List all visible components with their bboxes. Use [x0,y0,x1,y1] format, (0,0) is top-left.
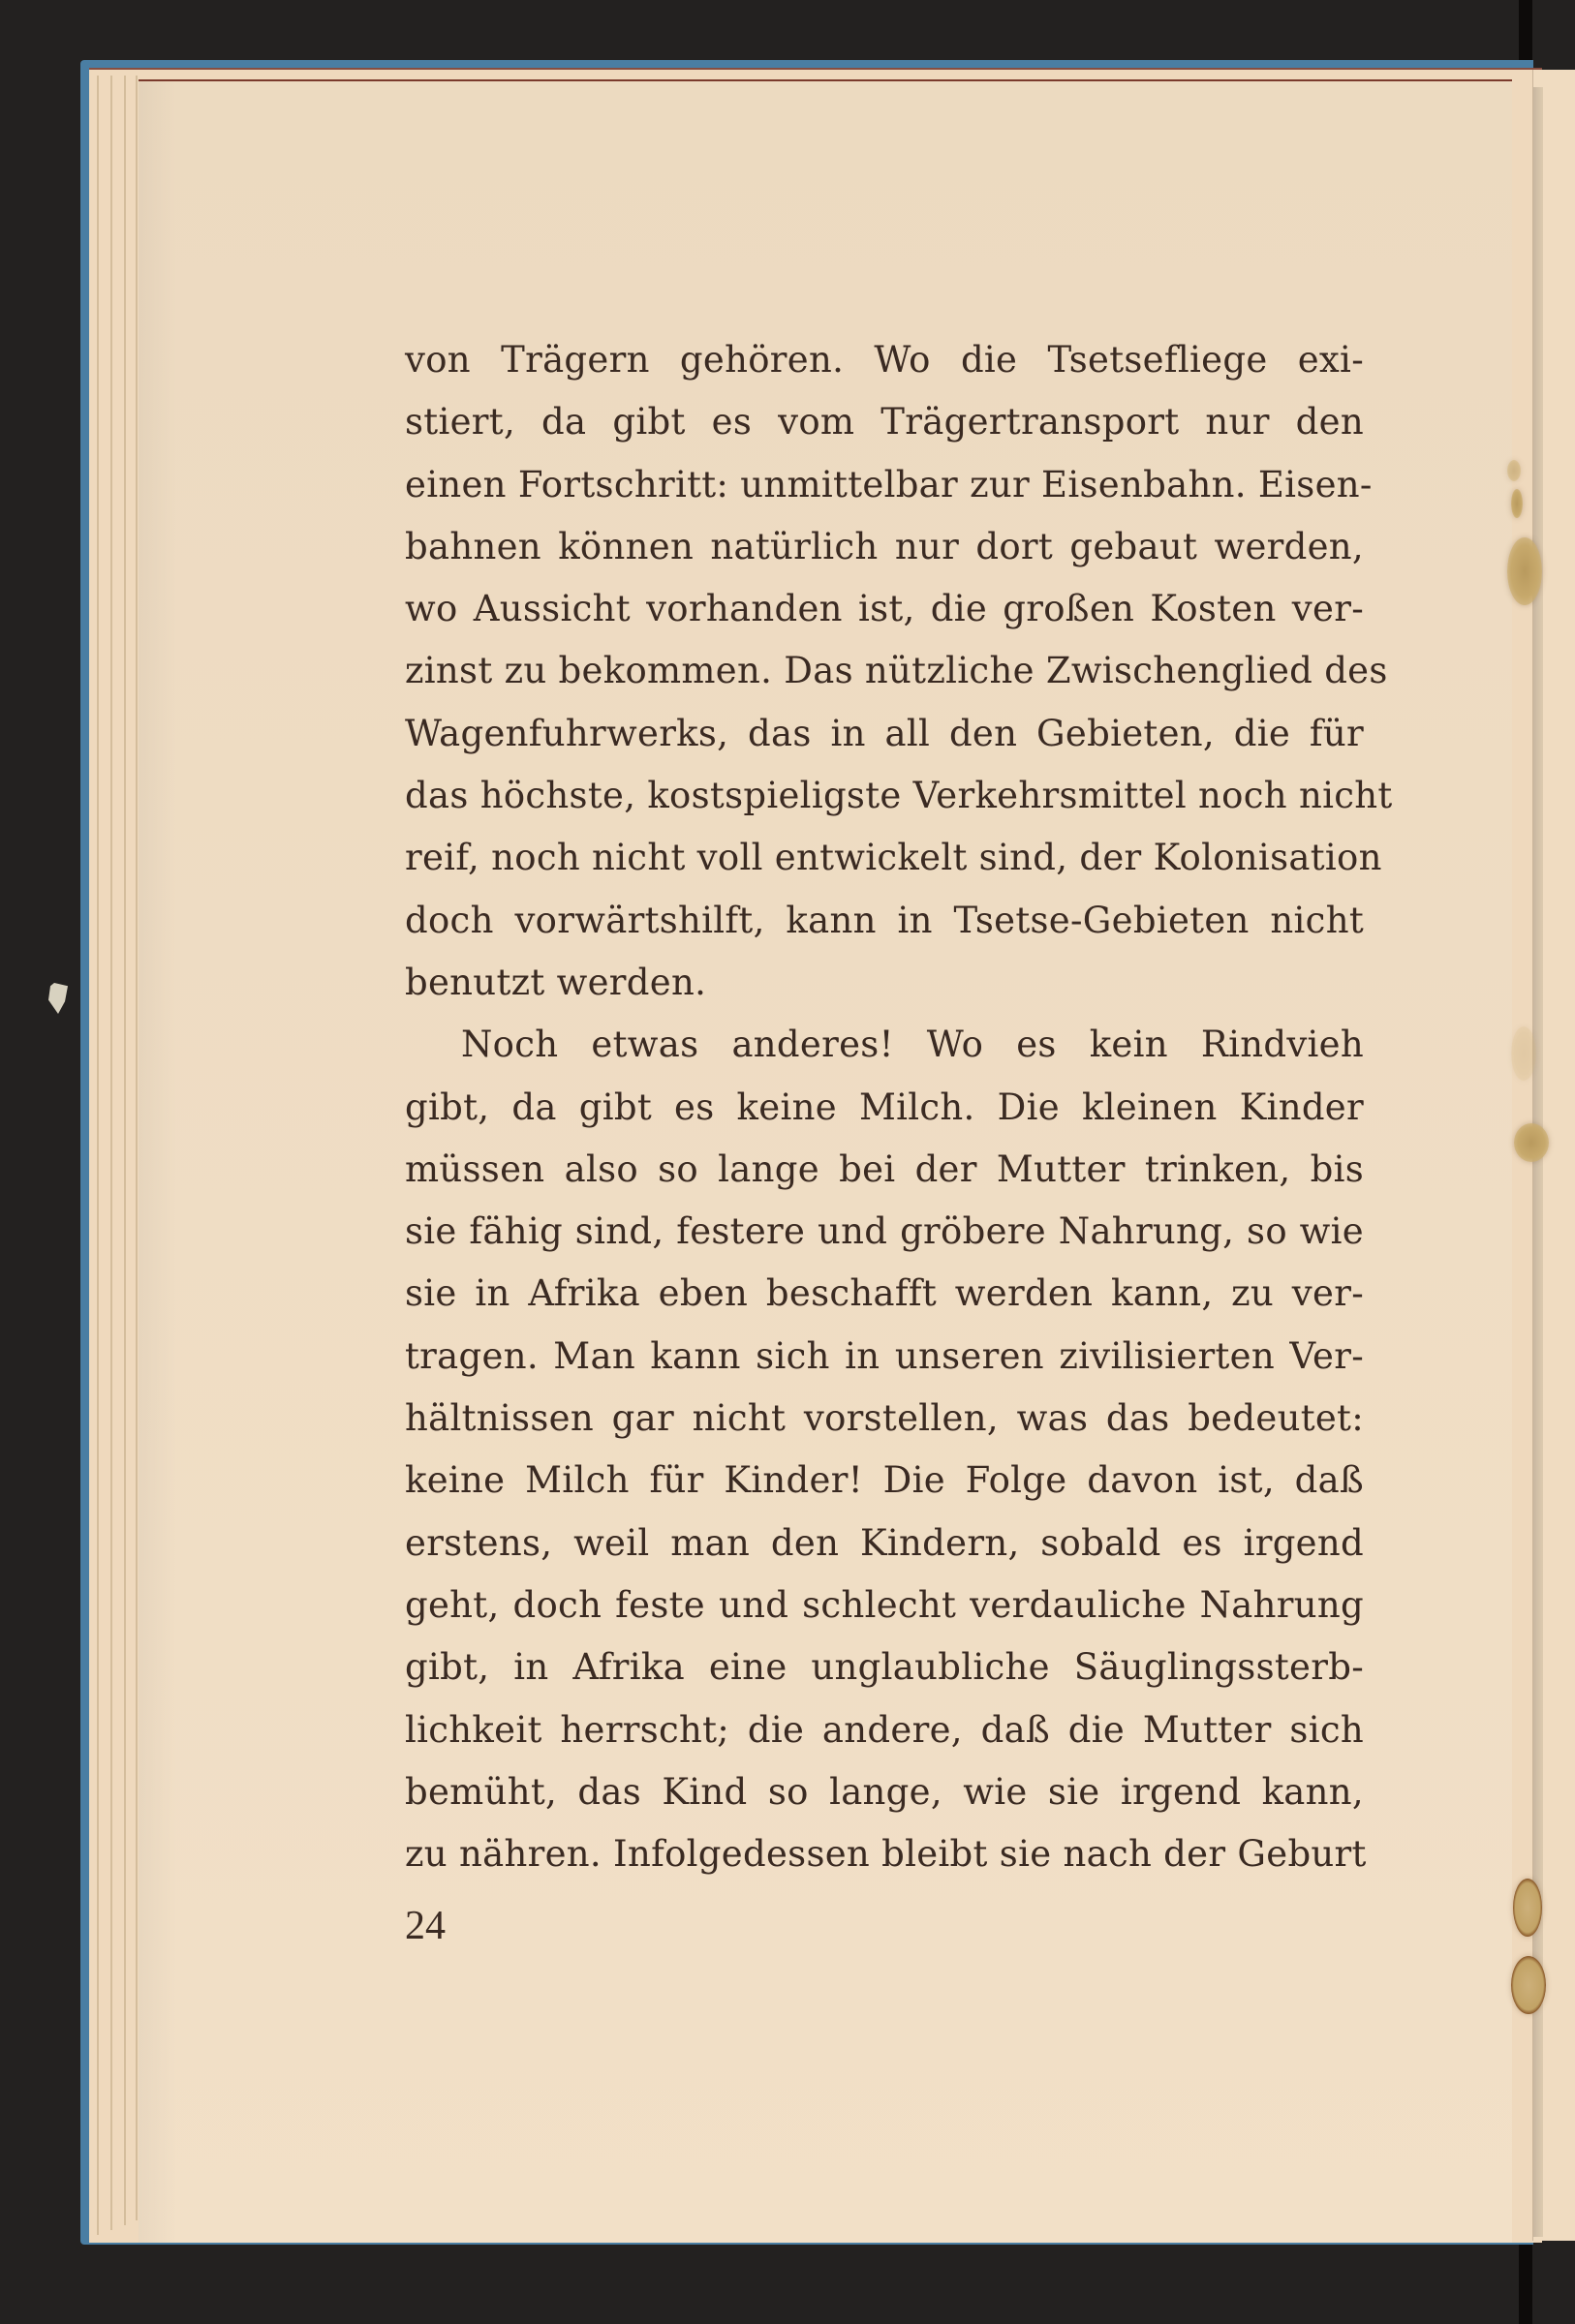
text-line: stiert, da gibt es vom Trägertransport nur den [405,401,1364,443]
text-line: reif, noch nicht voll entwickelt sind, der Kolonisation [405,837,1382,879]
text-line: tragen. Man kann sich in unseren zivilisierten Ver- [405,1334,1364,1377]
stain [1511,489,1523,518]
text-line: einen Fortschritt: unmittelbar zur Eisenbahn. Eisen- [405,463,1373,505]
text-line: das höchste, kostspieligste Verkehrsmittel noch nicht [405,775,1393,817]
page-edge-line [124,76,126,2225]
text-line: hältnissen gar nicht vorstellen, was das bedeutet: [405,1397,1364,1440]
text-line: erstens, weil man den Kindern, sobald es irgend [405,1521,1364,1564]
page-edge-line [110,76,112,2230]
text-line: sie fähig sind, festere und gröbere Nahrung, so wie [405,1210,1364,1253]
text-line: bahnen können natürlich nur dort gebaut werden, [405,525,1364,567]
body-text [405,329,1393,1885]
text-line: sie in Afrika eben beschafft werden kann, zu ver- [405,1272,1364,1315]
text-line: zu nähren. Infolgedessen bleibt sie nach der Geburt [405,1833,1367,1876]
text-line: keine Milch für Kinder! Die Folge davon ist, daß [405,1459,1364,1502]
stain [1514,1123,1549,1162]
text-line: geht, doch feste und schlecht verdauliche Nahrung [405,1583,1364,1626]
paragraph-2 [405,1014,1367,1885]
page-edge-rule [89,68,1542,70]
text-line: gibt, da gibt es keine Milch. Die kleinen Kinder [405,1086,1364,1128]
text-line: bemüht, das Kind so lange, wie sie irgend kann, [405,1770,1364,1813]
text-line: von Trägern gehören. Wo die Tsetsefliege exi- [405,339,1364,381]
stain [1511,1026,1536,1081]
text-line: doch vorwärtshilft, kann in Tsetse-Gebieten nicht [405,899,1364,941]
stain [1513,1879,1542,1937]
page-edge-line [97,76,99,2235]
text-line: Wagenfuhrwerks, das in all den Gebieten, die für [405,712,1364,754]
text-line: benutzt werden. [405,961,707,1003]
stain [1511,1956,1546,2014]
paragraph-1 [405,329,1393,1014]
text-line: müssen also so lange bei der Mutter trinken, bis [405,1147,1364,1190]
text-line: zinst zu bekommen. Das nützliche Zwischenglied des [405,650,1388,692]
text-line: Noch etwas anderes! Wo es kein Rindvieh [461,1024,1364,1066]
text-line: gibt, in Afrika eine unglaubliche Säuglingssterb- [405,1646,1364,1689]
stain [1507,460,1521,481]
page-edge-line [136,76,138,2220]
text-line: lichkeit herrscht; die andere, daß die Mutter sich [405,1708,1364,1751]
page-number: 24 [405,1904,446,1948]
stain [1507,537,1542,605]
text-line: wo Aussicht vorhanden ist, die großen Kosten ver- [405,588,1364,630]
